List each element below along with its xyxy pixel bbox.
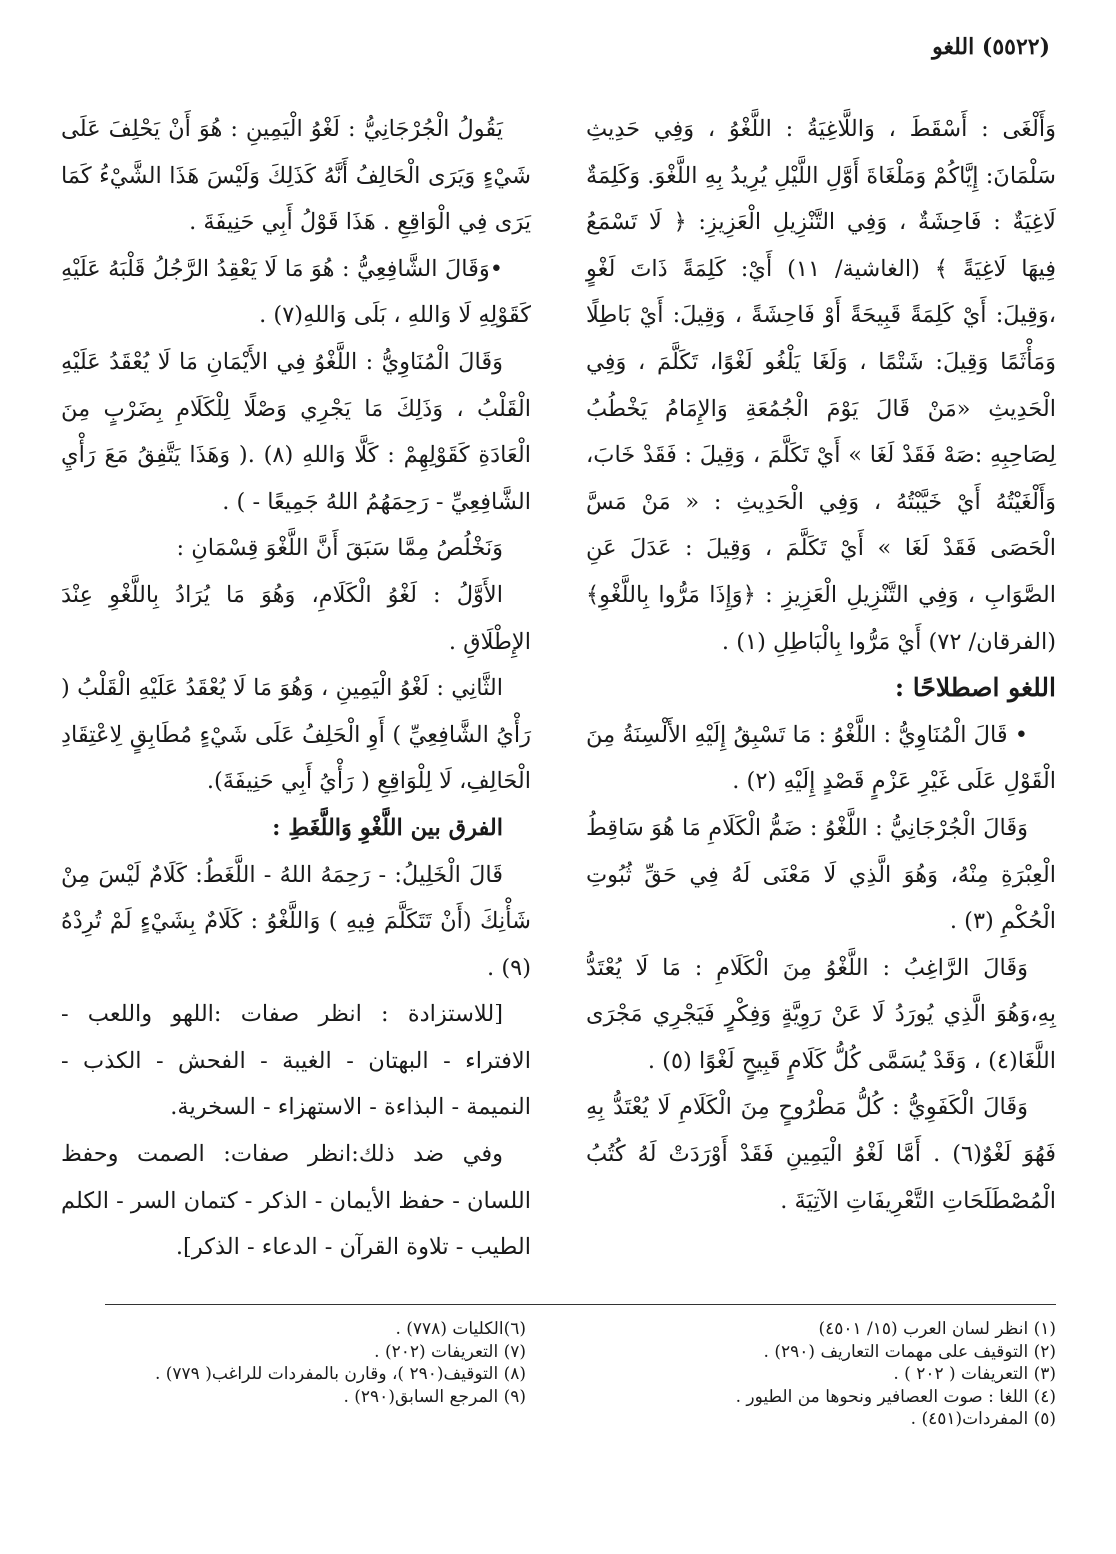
section-heading: الفرق بين اللَّغْوِ وَاللَّغَطِ :: [272, 814, 503, 841]
footnote: (٨) التوقيف(٢٩٠ )، وقارن بالمفردات للراغب( ٧٧٩) .: [154, 1364, 526, 1384]
footnote: (٤) اللغا : صوت العصافير ونحوها من الطيور .: [735, 1386, 1056, 1407]
paragraph: وَأَلْغَى : أَسْقَطَ ، وَاللَّاغِيَةُ : اللَّغْوُ ، وَفِي حَدِيثِ سَلْمَانَ: إِيَّاكُمْ وَمَلْغَاةَ أَوَّلِ اللَّيْلِ يُرِيدُ بِهِ اللَّغْوَ. وَكَلِمَةٌ لَاغِيَةٌ : فَاحِشَةٌ ، وَفِي التَّنْزِيلِ الْعَزِيزِ: ﴿ لَا تَسْمَعُ فِيهَا لَاغِيَةً ﴾ (الغاشية/ ١١) أَيْ: كَلِمَةً ذَاتَ لَغْوٍ ،وَقِيلَ: أَيْ كَلِمَةً قَبِيحَةً أَوْ فَاحِشَةً ، وَقِيلَ: أَيْ بَاطِلًا وَمَأْثَمًا وَقِيلَ: شَتْمًا ، وَلَغَا يَلْغُو لَغْوًا، تَكَلَّمَ ، وَفِي الْحَدِيثِ «مَنْ قَالَ يَوْمَ الْجُمُعَةِ وَالإِمَامُ يَخْطُبُ لِصَاحِبِهِ :صَهْ فَقَدْ لَغَا » أَيْ تَكَلَّمَ ، وَقِيلَ : فَقَدْ خَابَ، وَأَلْغَيْتُهُ أَيْ خَيَّبْتُهُ ، وَفِي الْحَدِيثِ : « مَنْ مَسَّ الْحَصَى فَقَدْ لَغَا » أَيْ تَكَلَّمَ ، وَقِيلَ : عَدَلَ عَنِ الصَّوَابِ ، وَفِي التَّنْزِيلِ الْعَزِيزِ : ﴿وَإِذَا مَرُّوا بِاللَّغْوِ﴾ (الفرقان/ ٧٢) أَيْ مَرُّوا بِالْبَاطِلِ (١) .: [586, 116, 1056, 655]
paragraph: وَقَالَ الْمُنَاوِيُّ : اللَّغْوُ فِي الأَيْمَانِ مَا لَا يُعْقَدُ عَلَيْهِ الْقَلْبُ ، وَذَلِكَ مَا يَجْرِي وَصْلًا لِلْكَلَامِ بِضَرْبٍ مِنَ الْعَادَةِ كَقَوْلِهِمْ : كَلَّا وَاللهِ (٨) .( وَهَذَا يَتَّفِقُ مَعَ رَأْيِ الشَّافِعِيِّ - رَحِمَهُمُ اللهُ جَمِيعًا - ) .: [61, 348, 531, 515]
paragraph: يَقُولُ الْجُرْجَانِيُّ : لَغْوُ الْيَمِينِ : هُوَ أَنْ يَحْلِفَ عَلَى شَيْءٍ وَيَرَى الْحَالِفُ أَنَّهُ كَذَلِكَ وَلَيْسَ هَذَا الشَّيْءُ كَمَا يَرَى فِي الْوَاقِعِ . هَذَا قَوْلُ أَبِي حَنِيفَةَ .: [61, 116, 531, 236]
right-column: [586, 106, 1056, 1224]
paragraph: •وَقَالَ الشَّافِعِيُّ : هُوَ مَا لَا يَعْقِدُ الرَّجُلُ قَلْبَهُ عَلَيْهِ كَقَوْلِهِ لَا وَاللهِ ، بَلَى وَاللهِ(٧) .: [61, 255, 531, 329]
paragraph: وَقَالَ الْجُرْجَانِيُّ : اللَّغْوُ : ضَمُّ الْكَلَامِ مَا هُوَ سَاقِطُ الْعِبْرَةِ مِنْهُ، وَهُوَ الَّذِي لَا مَعْنَى لَهُ فِي حَقِّ ثُبُوتِ الْحُكْمِ (٣) .: [586, 814, 1056, 935]
section-heading: اللغو اصطلاحًا :: [894, 673, 1056, 703]
footnote: (٦)الكليات (٧٧٨) .: [395, 1319, 526, 1339]
page-title: اللغو: [932, 34, 975, 60]
left-column: [61, 106, 531, 1271]
paragraph: وَنَخْلُصُ مِمَّا سَبَقَ أَنَّ اللَّغْوَ قِسْمَانِ :: [176, 535, 503, 562]
paragraph: الأَوَّلُ : لَغْوُ الْكَلَامِ، وَهُوَ مَا يُرَادُ بِاللَّغْوِ عِنْدَ الإِطْلَاقِ .: [61, 581, 531, 655]
footnote: (٣) التعريفات ( ٢٠٢ ) .: [893, 1364, 1056, 1384]
paragraph: وفي ضد ذلك:انظر صفات: الصمت وحفظ اللسان - حفظ الأيمان - الذكر - كتمان السر - الكلم الطيب - تلاوة القرآن - الدعاء - الذكر].: [61, 1141, 531, 1261]
paragraph: [للاستزادة : انظر صفات :اللهو واللعب - الافتراء - البهتان - الغيبة - الفحش - الكذب - النميمة - البذاءة - الاستهزاء - السخرية.: [61, 1001, 531, 1121]
page-header: [932, 34, 1050, 60]
footnotes-right: [596, 1318, 1056, 1431]
footnote: (٧) التعريفات (٢٠٢) .: [374, 1341, 526, 1362]
paragraph: وَقَالَ الْكَفَوِيُّ : كُلُّ مَطْرُوحٍ مِنَ الْكَلَامِ لَا يُعْتَدُّ بِهِ فَهُوَ لَغْوٌ(٦) . أَمَّا لَغْوُ الْيَمِينِ فَقَدْ أَوْرَدَتْ لَهُ كُتُبُ الْمُصْطَلَحَاتِ التَّعْرِيفَاتِ الآتِيَةَ .: [586, 1094, 1057, 1214]
footnote: (٥) المفردات(٤٥١) .: [910, 1409, 1056, 1429]
paragraph: • قَالَ الْمُنَاوِيُّ : اللَّغْوُ : مَا تَسْبِقُ إِلَيْهِ الأَلْسِنَةُ مِنَ الْقَوْلِ عَلَى غَيْرِ عَزْمٍ قَصْدٍ إِلَيْهِ (٢) .: [586, 721, 1056, 795]
footnotes-left: [66, 1318, 526, 1408]
footnote: (١) انظر لسان العرب (١٥/ ٤٥٠١): [818, 1319, 1056, 1339]
footnote: (٢) التوقيف على مهمات التعاريف (٢٩٠) .: [763, 1341, 1056, 1362]
page-number: (٥٥٢٢): [981, 34, 1050, 60]
footnote: (٩) المرجع السابق(٢٩٠) .: [343, 1386, 526, 1407]
paragraph: الثَّانِي : لَغْوُ الْيَمِينِ ، وَهُوَ مَا لَا يُعْقَدُ عَلَيْهِ الْقَلْبُ ( رَأْيُ الشَّافِعِيِّ ) أَوِ الْحَلِفُ عَلَى شَيْءٍ مُطَابِقٍ لِاعْتِقَادِ الْحَالِفِ، لَا لِلْوَاقِعِ ( رَأْيُ أَبِي حَنِيفَةَ).: [61, 675, 531, 795]
footnote-divider: [105, 1304, 1056, 1305]
paragraph: قَالَ الْخَلِيلُ: - رَحِمَهُ اللهُ - اللَّغَطُ: كَلَامٌ لَيْسَ مِنْ شَأْنِكَ (أَنْ تَتَكَلَّمَ فِيهِ ) وَاللَّغْوُ : كَلَامٌ بِشَيْءٍ لَمْ تُرِدْهُ (٩) .: [61, 861, 531, 981]
paragraph: وَقَالَ الرَّاغِبُ : اللَّغْوُ مِنَ الْكَلَامِ : مَا لَا يُعْتَدُّ بِهِ،وَهُوَ الَّذِي يُورَدُ لَا عَنْ رَوِيَّةٍ وَفِكْرٍ فَيَجْرِي مَجْرَى اللَّغَا(٤) ، وَقَدْ يُسَمَّى كُلُّ كَلَامٍ قَبِيحٍ لَغْوًا (٥) .: [586, 954, 1056, 1074]
